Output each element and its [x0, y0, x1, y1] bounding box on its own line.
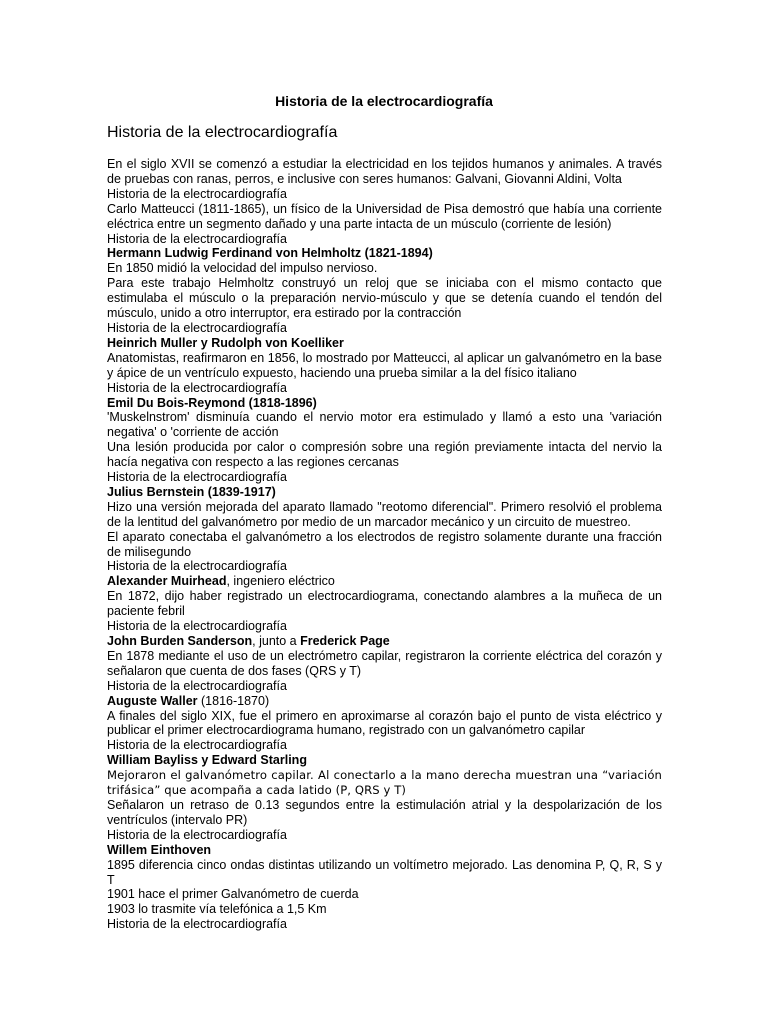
section-heading: Emil Du Bois-Reymond (1818-1896) — [107, 395, 317, 410]
name-waller: Auguste Waller — [107, 693, 198, 708]
section-heading: Heinrich Muller y Rudolph von Koelliker — [107, 335, 344, 350]
repeated-heading: Historia de la electrocardiografía — [107, 917, 287, 932]
paragraph: Para este trabajo Helmholtz construyó un reloj que se iniciaba con el mismo contacto que estimulaba el músculo o la preparación nervio-músculo y que se detenía cuando el tendón del músculo, unido a otro interruptor, era estirado por la contracción — [107, 276, 662, 321]
paragraph: En 1878 mediante el uso de un electrómetro capilar, registraron la corriente eléctrica del corazón y señalaron que cuenta de dos fases (QRS y T) — [107, 648, 662, 678]
paragraph: Mejoraron el galvanómetro capilar. Al conectarlo a la mano derecha muestran una “variación trifásica” que acompaña a cada latido (P, QRS y T) — [107, 768, 662, 798]
document-body — [107, 157, 662, 932]
paragraph: 'Muskelnstrom' disminuía cuando el nervio motor era estimulado y llamó a esto una 'variación negativa' o 'corriente de acción — [107, 410, 662, 440]
paragraph: En el siglo XVII se comenzó a estudiar la electricidad en los tejidos humanos y animales. A través de pruebas con ranas, perros, e inclusive con seres humanos: Galvani, Giovanni Aldini, Volta — [107, 157, 662, 186]
repeated-heading: Historia de la electrocardiografía — [107, 559, 287, 574]
repeated-heading: Historia de la electrocardiografía — [107, 186, 287, 201]
sanderson-connector: , junto a — [252, 634, 301, 648]
repeated-heading: Historia de la electrocardiografía — [107, 619, 287, 634]
section-heading: Hermann Ludwig Ferdinand von Helmholtz (1821-1894) — [107, 246, 433, 261]
document-subtitle: Historia de la electrocardiografía — [107, 124, 338, 141]
paragraph: En 1850 midió la velocidad del impulso nervioso. — [107, 261, 378, 276]
muirhead-role: , ingeniero eléctrico — [226, 574, 335, 589]
repeated-heading: Historia de la electrocardiografía — [107, 470, 287, 485]
paragraph: En 1872, dijo haber registrado un electrocardiograma, conectando alambres a la muñeca de un paciente febril — [107, 589, 662, 619]
section-heading-line — [107, 694, 662, 709]
paragraph: Carlo Matteucci (1811-1865), un físico de la Universidad de Pisa demostró que había una corriente eléctrica entre un segmento dañado y una parte intacta de un músculo (corriente de lesión) — [107, 201, 662, 231]
waller-dates: (1816-1870) — [197, 693, 270, 708]
section-heading-line — [107, 574, 662, 589]
document-title: Historia de la electrocardiografía — [275, 93, 493, 109]
paragraph: Hizo una versión mejorada del aparato llamado "reotomo diferencial". Primero resolvió el problema de la lentitud del galvanómetro por medio de un marcador mecánico y un circuito de muestreo. — [107, 499, 662, 529]
section-heading: Julius Bernstein (1839-1917) — [107, 484, 276, 499]
section-heading: Willem Einthoven — [107, 842, 212, 857]
paragraph: Señalaron un retraso de 0.13 segundos entre la estimulación atrial y la despolarización de los ventrículos (intervalo PR) — [107, 797, 662, 827]
name-page: Frederick Page — [300, 634, 390, 648]
repeated-heading: Historia de la electrocardiografía — [107, 231, 287, 246]
paragraph: Anatomistas, reafirmaron en 1856, lo mostrado por Matteucci, al aplicar un galvanómetro en la base y ápice de un ventrículo expuesto, haciendo una prueba similar a la del físico italiano — [107, 350, 662, 380]
paragraph: 1903 lo trasmite vía telefónica a 1,5 Km — [107, 902, 327, 917]
repeated-heading: Historia de la electrocardiografía — [107, 738, 287, 753]
paragraph: El aparato conectaba el galvanómetro a los electrodos de registro solamente durante una fracción de milisegundo — [107, 529, 662, 559]
paragraph: 1895 diferencia cinco ondas distintas utilizando un voltímetro mejorado. Las denomina P, Q, R, S y T — [107, 857, 662, 887]
name-muirhead: Alexander Muirhead — [107, 574, 227, 589]
section-heading-line — [107, 634, 662, 649]
name-sanderson: John Burden Sanderson — [107, 634, 253, 648]
paragraph: A finales del siglo XIX, fue el primero en aproximarse al corazón bajo el punto de vista eléctrico y publicar el primer electrocardiograma humano, registrado con un galvanómetro capilar — [107, 708, 662, 738]
section-heading: William Bayliss y Edward Starling — [107, 753, 307, 768]
repeated-heading: Historia de la electrocardiografía — [107, 320, 287, 335]
paragraph: 1901 hace el primer Galvanómetro de cuerda — [107, 887, 359, 902]
repeated-heading: Historia de la electrocardiografía — [107, 380, 287, 395]
repeated-heading: Historia de la electrocardiografía — [107, 678, 287, 693]
paragraph: Una lesión producida por calor o compresión sobre una región previamente intacta del nervio la hacía negativa con respecto a las regiones cercanas — [107, 440, 662, 470]
repeated-heading: Historia de la electrocardiografía — [107, 827, 287, 842]
